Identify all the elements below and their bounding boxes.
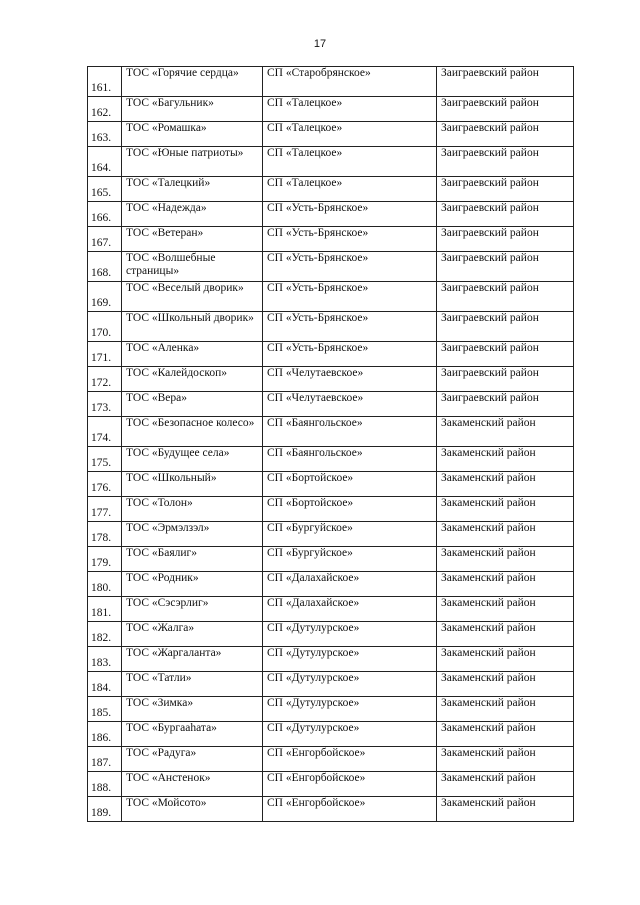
table-row <box>88 342 574 367</box>
settlement-cell: СП «Дутулурское» <box>263 647 437 672</box>
tos-name-cell: ТОС «Волшебные страницы» <box>122 252 263 282</box>
tos-name-cell: ТОС «Будущее села» <box>122 447 263 472</box>
tos-name-cell: ТОС «Жалга» <box>122 622 263 647</box>
tos-name-cell: ТОС «Ветеран» <box>122 227 263 252</box>
row-number-cell: 172. <box>88 367 122 392</box>
table-row <box>88 147 574 177</box>
district-cell: Заиграевский район <box>437 67 574 97</box>
settlement-cell: СП «Усть-Брянское» <box>263 342 437 367</box>
district-cell: Заиграевский район <box>437 177 574 202</box>
row-number-cell: 187. <box>88 747 122 772</box>
tos-name-cell: ТОС «Юные патриоты» <box>122 147 263 177</box>
row-number-cell: 168. <box>88 252 122 282</box>
table-row <box>88 392 574 417</box>
district-cell: Закаменский район <box>437 647 574 672</box>
settlement-cell: СП «Енгорбойское» <box>263 747 437 772</box>
tos-table-body <box>88 67 574 822</box>
table-row <box>88 97 574 122</box>
row-number-cell: 162. <box>88 97 122 122</box>
tos-name-cell: ТОС «Школьный» <box>122 472 263 497</box>
district-cell: Закаменский район <box>437 497 574 522</box>
tos-name-cell: ТОС «Ромашка» <box>122 122 263 147</box>
table-row <box>88 122 574 147</box>
settlement-cell: СП «Енгорбойское» <box>263 797 437 822</box>
table-row <box>88 722 574 747</box>
table-row <box>88 772 574 797</box>
table-row <box>88 697 574 722</box>
table-row <box>88 417 574 447</box>
row-number-cell: 181. <box>88 597 122 622</box>
row-number-cell: 161. <box>88 67 122 97</box>
table-row <box>88 447 574 472</box>
district-cell: Закаменский район <box>437 472 574 497</box>
table-row <box>88 747 574 772</box>
settlement-cell: СП «Бортойское» <box>263 497 437 522</box>
row-number-cell: 175. <box>88 447 122 472</box>
district-cell: Закаменский район <box>437 447 574 472</box>
tos-name-cell: ТОС «Багульник» <box>122 97 263 122</box>
district-cell: Закаменский район <box>437 797 574 822</box>
tos-name-cell: ТОС «Веселый дворик» <box>122 282 263 312</box>
district-cell: Заиграевский район <box>437 252 574 282</box>
table-row <box>88 312 574 342</box>
tos-name-cell: ТОС «Баялиг» <box>122 547 263 572</box>
tos-name-cell: ТОС «Мойсото» <box>122 797 263 822</box>
settlement-cell: СП «Талецкое» <box>263 147 437 177</box>
row-number-cell: 177. <box>88 497 122 522</box>
table-row <box>88 227 574 252</box>
table-row <box>88 547 574 572</box>
table-row <box>88 252 574 282</box>
district-cell: Заиграевский район <box>437 227 574 252</box>
page-number: 17 <box>313 38 327 50</box>
table-row <box>88 67 574 97</box>
row-number-cell: 183. <box>88 647 122 672</box>
table-row <box>88 472 574 497</box>
tos-name-cell: ТОС «Горячие сердца» <box>122 67 263 97</box>
row-number-cell: 189. <box>88 797 122 822</box>
district-cell: Заиграевский район <box>437 97 574 122</box>
settlement-cell: СП «Талецкое» <box>263 122 437 147</box>
table-row <box>88 497 574 522</box>
settlement-cell: СП «Бургуйское» <box>263 547 437 572</box>
tos-name-cell: ТОС «Вера» <box>122 392 263 417</box>
tos-name-cell: ТОС «Бургааhата» <box>122 722 263 747</box>
district-cell: Заиграевский район <box>437 392 574 417</box>
district-cell: Закаменский район <box>437 572 574 597</box>
tos-name-cell: ТОС «Надежда» <box>122 202 263 227</box>
table-row <box>88 522 574 547</box>
tos-name-cell: ТОС «Жаргаланта» <box>122 647 263 672</box>
tos-name-cell: ТОС «Татли» <box>122 672 263 697</box>
settlement-cell: СП «Баянгольское» <box>263 447 437 472</box>
district-cell: Закаменский район <box>437 672 574 697</box>
tos-table <box>87 66 574 822</box>
district-cell: Заиграевский район <box>437 342 574 367</box>
settlement-cell: СП «Усть-Брянское» <box>263 252 437 282</box>
district-cell: Закаменский район <box>437 772 574 797</box>
district-cell: Закаменский район <box>437 697 574 722</box>
table-row <box>88 797 574 822</box>
row-number-cell: 166. <box>88 202 122 227</box>
district-cell: Закаменский район <box>437 522 574 547</box>
settlement-cell: СП «Усть-Брянское» <box>263 312 437 342</box>
settlement-cell: СП «Усть-Брянское» <box>263 227 437 252</box>
district-cell: Закаменский район <box>437 417 574 447</box>
table-row <box>88 177 574 202</box>
table-row <box>88 597 574 622</box>
settlement-cell: СП «Дутулурское» <box>263 722 437 747</box>
district-cell: Закаменский район <box>437 622 574 647</box>
row-number-cell: 164. <box>88 147 122 177</box>
row-number-cell: 176. <box>88 472 122 497</box>
settlement-cell: СП «Далахайское» <box>263 572 437 597</box>
row-number-cell: 169. <box>88 282 122 312</box>
table-row <box>88 367 574 392</box>
row-number-cell: 184. <box>88 672 122 697</box>
table-row <box>88 572 574 597</box>
district-cell: Закаменский район <box>437 547 574 572</box>
settlement-cell: СП «Бортойское» <box>263 472 437 497</box>
row-number-cell: 182. <box>88 622 122 647</box>
settlement-cell: СП «Енгорбойское» <box>263 772 437 797</box>
table-row <box>88 282 574 312</box>
settlement-cell: СП «Талецкое» <box>263 177 437 202</box>
tos-name-cell: ТОС «Эрмэлзэл» <box>122 522 263 547</box>
settlement-cell: СП «Талецкое» <box>263 97 437 122</box>
row-number-cell: 167. <box>88 227 122 252</box>
settlement-cell: СП «Дутулурское» <box>263 622 437 647</box>
tos-name-cell: ТОС «Безопасное колесо» <box>122 417 263 447</box>
tos-name-cell: ТОС «Школьный дворик» <box>122 312 263 342</box>
tos-name-cell: ТОС «Аленка» <box>122 342 263 367</box>
district-cell: Заиграевский район <box>437 122 574 147</box>
row-number-cell: 179. <box>88 547 122 572</box>
settlement-cell: СП «Далахайское» <box>263 597 437 622</box>
settlement-cell: СП «Усть-Брянское» <box>263 202 437 227</box>
tos-name-cell: ТОС «Сэсэрлиг» <box>122 597 263 622</box>
tos-name-cell: ТОС «Калейдоскоп» <box>122 367 263 392</box>
district-cell: Заиграевский район <box>437 282 574 312</box>
district-cell: Заиграевский район <box>437 147 574 177</box>
settlement-cell: СП «Челутаевское» <box>263 392 437 417</box>
district-cell: Закаменский район <box>437 597 574 622</box>
district-cell: Заиграевский район <box>437 367 574 392</box>
tos-name-cell: ТОС «Талецкий» <box>122 177 263 202</box>
row-number-cell: 171. <box>88 342 122 367</box>
tos-name-cell: ТОС «Анстенок» <box>122 772 263 797</box>
row-number-cell: 173. <box>88 392 122 417</box>
settlement-cell: СП «Баянгольское» <box>263 417 437 447</box>
settlement-cell: СП «Бургуйское» <box>263 522 437 547</box>
row-number-cell: 180. <box>88 572 122 597</box>
district-cell: Закаменский район <box>437 722 574 747</box>
settlement-cell: СП «Усть-Брянское» <box>263 282 437 312</box>
table-row <box>88 647 574 672</box>
row-number-cell: 188. <box>88 772 122 797</box>
tos-name-cell: ТОС «Родник» <box>122 572 263 597</box>
row-number-cell: 163. <box>88 122 122 147</box>
settlement-cell: СП «Старобрянское» <box>263 67 437 97</box>
row-number-cell: 178. <box>88 522 122 547</box>
row-number-cell: 170. <box>88 312 122 342</box>
settlement-cell: СП «Дутулурское» <box>263 697 437 722</box>
table-row <box>88 622 574 647</box>
table-row <box>88 672 574 697</box>
settlement-cell: СП «Дутулурское» <box>263 672 437 697</box>
row-number-cell: 174. <box>88 417 122 447</box>
row-number-cell: 165. <box>88 177 122 202</box>
district-cell: Заиграевский район <box>437 312 574 342</box>
row-number-cell: 185. <box>88 697 122 722</box>
district-cell: Заиграевский район <box>437 202 574 227</box>
tos-name-cell: ТОС «Радуга» <box>122 747 263 772</box>
row-number-cell: 186. <box>88 722 122 747</box>
tos-name-cell: ТОС «Зимка» <box>122 697 263 722</box>
table-row <box>88 202 574 227</box>
district-cell: Закаменский район <box>437 747 574 772</box>
tos-name-cell: ТОС «Толон» <box>122 497 263 522</box>
settlement-cell: СП «Челутаевское» <box>263 367 437 392</box>
